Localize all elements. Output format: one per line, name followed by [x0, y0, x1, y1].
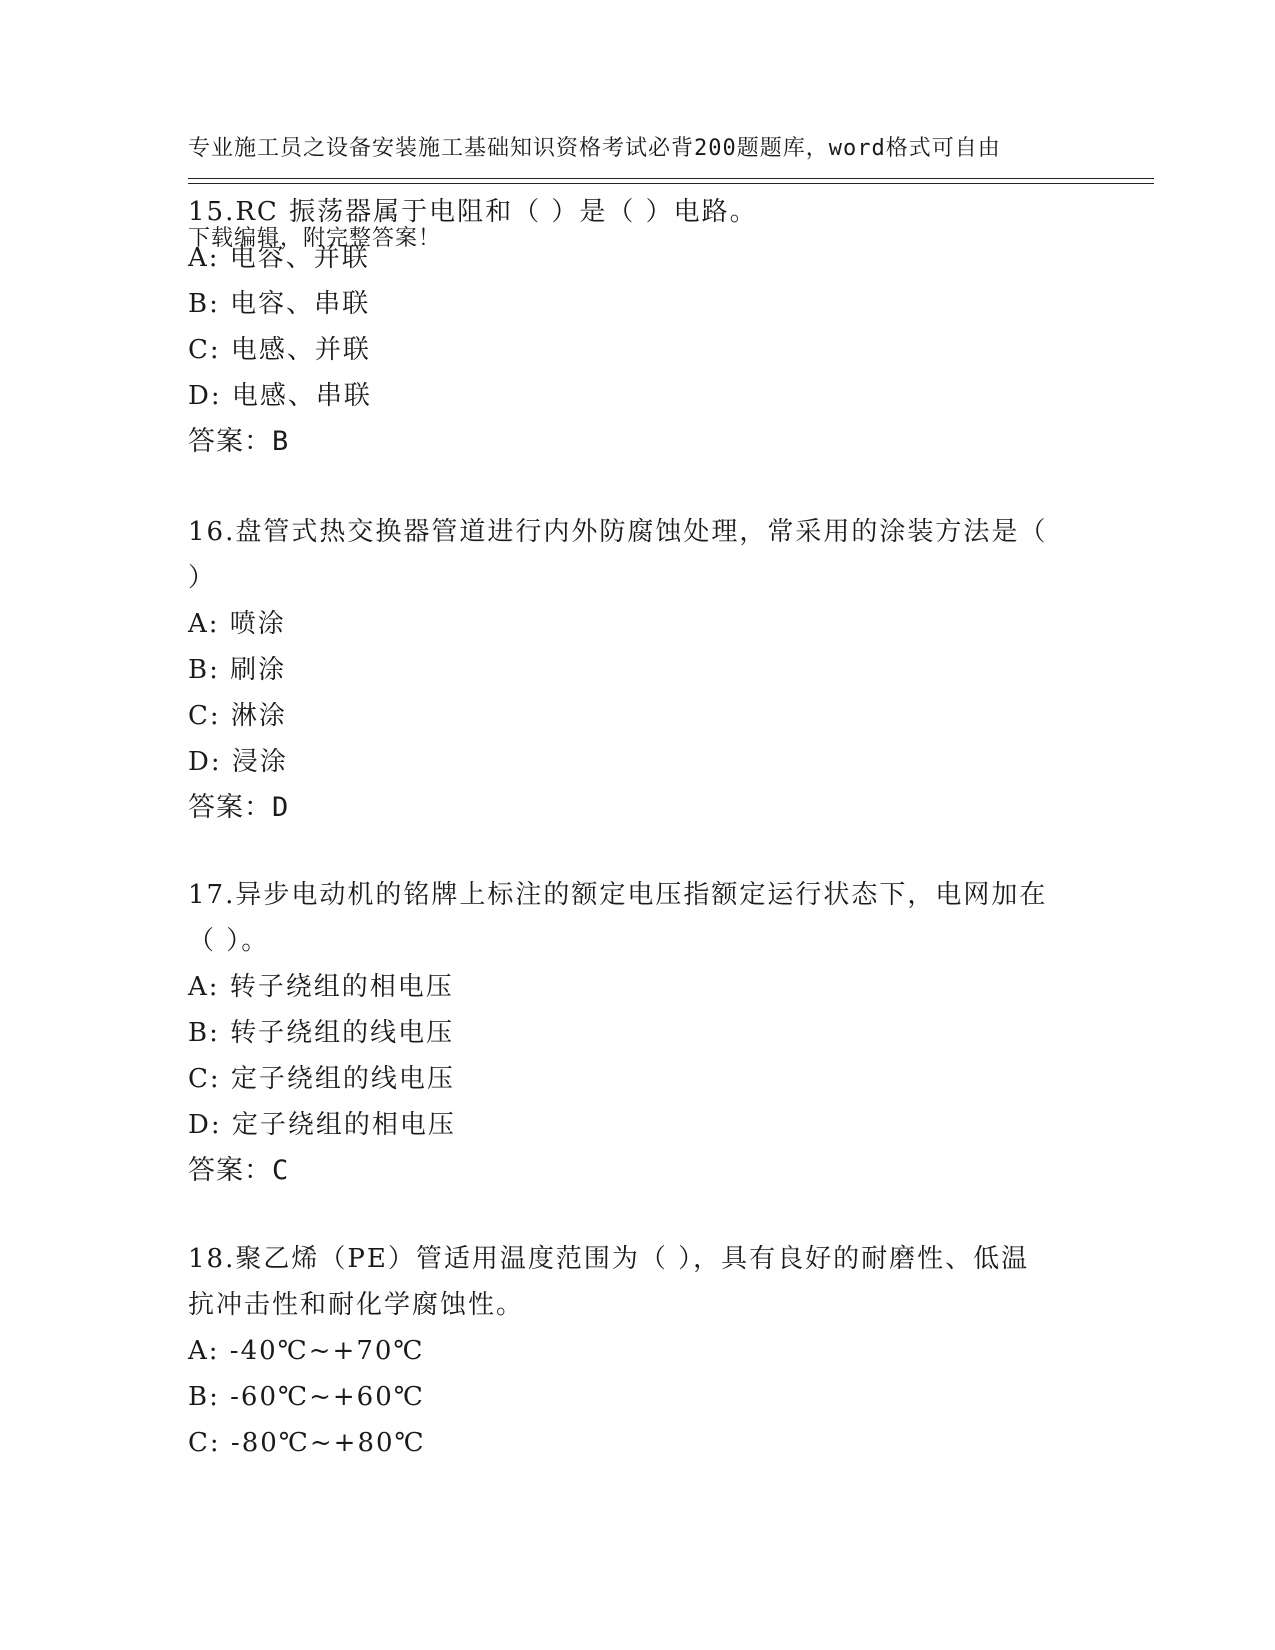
option-c: C: 淋涂: [188, 701, 287, 731]
question-18: [188, 1236, 1108, 1466]
answer-label: 答案：D: [188, 792, 290, 823]
option-b: B: 转子绕组的线电压: [188, 1018, 455, 1048]
question-stem: 17.异步电动机的铭牌上标注的额定电压指额定运行状态下，电网加在: [188, 880, 1048, 910]
header-line-2: 下载编辑，附完整答案！: [188, 226, 442, 251]
question-stem: 16.盘管式热交换器管道进行内外防腐蚀处理，常采用的涂装方法是（: [188, 517, 1048, 547]
option-a: A: 转子绕组的相电压: [188, 972, 454, 1002]
option-d: D: 电感、串联: [188, 381, 372, 411]
question-stem: 18.聚乙烯（PE）管适用温度范围为（ ），具有良好的耐磨性、低温: [188, 1244, 1030, 1274]
header-divider-bottom: [188, 183, 1154, 184]
header-divider-top: [188, 178, 1154, 179]
option-d: D: 浸涂: [188, 747, 288, 777]
question-stem: 15.RC 振荡器属于电阻和（ ）是（ ）电路。: [188, 197, 758, 227]
question-stem-continued: （ ）。: [188, 926, 270, 956]
option-a: A: -40℃~+70℃: [188, 1336, 425, 1366]
question-16: [188, 509, 1108, 831]
option-c: C: -80℃~+80℃: [188, 1428, 426, 1458]
option-a: A: 电容、并联: [188, 243, 370, 273]
option-a: A: 喷涂: [188, 609, 286, 639]
answer-label: 答案：B: [188, 426, 290, 457]
header-line-1: 专业施工员之设备安装施工基础知识资格考试必背200题题库，word格式可自由: [188, 136, 1001, 161]
option-c: C: 电感、并联: [188, 335, 371, 365]
question-stem-continued: 抗冲击性和耐化学腐蚀性。: [188, 1290, 525, 1320]
option-c: C: 定子绕组的线电压: [188, 1064, 455, 1094]
question-15: [188, 189, 1108, 465]
option-b: B: 电容、串联: [188, 289, 371, 319]
answer-label: 答案：C: [188, 1155, 290, 1186]
question-stem-continued: ）: [188, 563, 217, 593]
option-b: B: -60℃~+60℃: [188, 1382, 425, 1412]
question-17: [188, 872, 1108, 1194]
option-b: B: 刷涂: [188, 655, 287, 685]
option-d: D: 定子绕组的相电压: [188, 1110, 456, 1140]
